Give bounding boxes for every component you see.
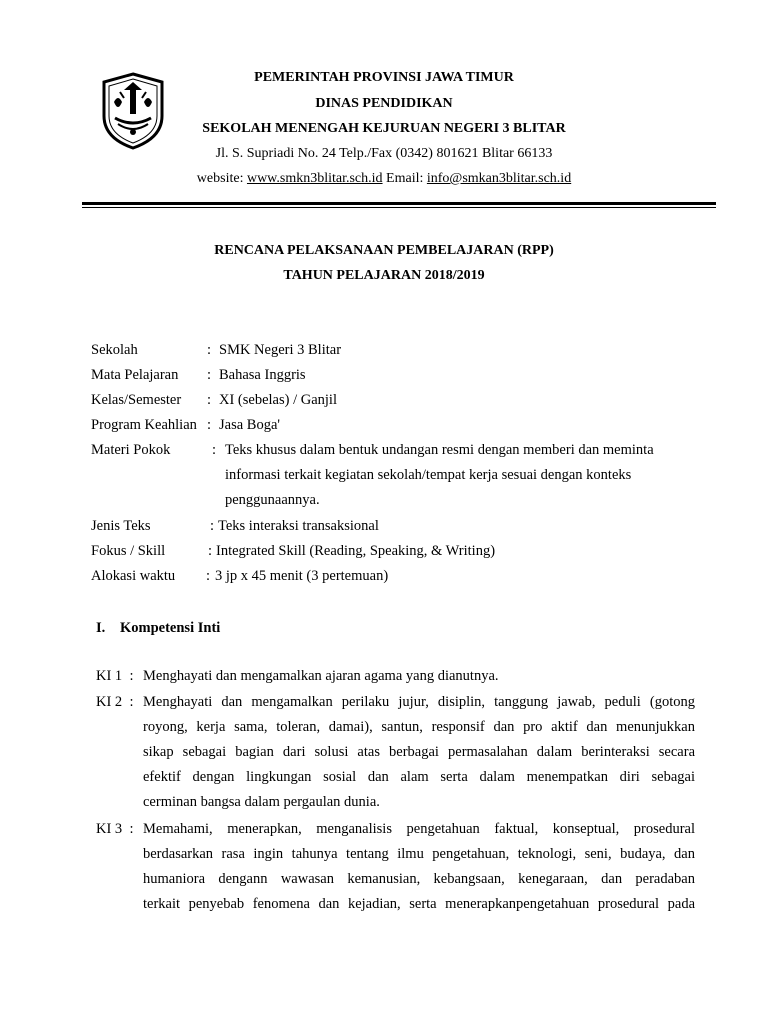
identity-value: Jasa Boga': [219, 417, 281, 433]
identity-label: Jenis Teks: [91, 518, 151, 534]
ki-label: KI 3 :: [96, 821, 134, 837]
identity-label: Kelas/Semester: [91, 392, 182, 408]
identity-sep: :: [212, 442, 217, 458]
letterhead-government: PEMERINTAH PROVINSI JAWA TIMUR: [254, 70, 514, 85]
identity-sep: :: [207, 417, 212, 433]
letterhead-school: SEKOLAH MENENGAH KEJURUAN NEGERI 3 BLITAR: [202, 121, 566, 136]
ki-text-line: sikap sebagai bagian dari solusi atas berbagai permasalahan dalam berinteraksi secara: [143, 744, 695, 760]
letterhead-divider-thick: [82, 202, 716, 205]
identity-label: Materi Pokok: [91, 442, 171, 458]
ki-label: KI 2 :: [96, 694, 134, 710]
identity-label: Alokasi waktu: [91, 568, 176, 584]
letterhead-address: Jl. S. Supriadi No. 24 Telp./Fax (0342) 801621 Blitar 66133: [215, 146, 553, 161]
identity-value: Teks interaksi transaksional: [218, 518, 379, 534]
identity-sep: :: [207, 342, 212, 358]
ki-text-line: berdasarkan rasa ingin tahunya tentang ilmu pengetahuan, teknologi, seni, budaya, dan: [143, 846, 695, 862]
ki-label: KI 1 :: [96, 668, 134, 684]
identity-value: Bahasa Inggris: [219, 367, 306, 383]
ki-text-line: terkait penyebab fenomena dan kejadian, serta menerapkanpengetahuan prosedural pada: [143, 896, 695, 912]
section-title: Kompetensi Inti: [120, 620, 221, 636]
identity-label: Mata Pelajaran: [91, 367, 179, 383]
identity-value-continued: informasi terkait kegiatan sekolah/tempat kerja sesuai dengan konteks: [225, 467, 632, 483]
website-label: website:: [196, 171, 247, 186]
identity-value-continued: penggunaannya.: [225, 492, 320, 508]
letterhead-divider-thin: [82, 207, 716, 208]
ki-text-line: Menghayati dan mengamalkan perilaku jujur, disiplin, tanggung jawab, peduli (gotong: [143, 694, 695, 710]
ki-text-line: cerminan bangsa dalam pergaulan dunia.: [143, 794, 380, 810]
identity-value: SMK Negeri 3 Blitar: [219, 342, 342, 358]
identity-label: Fokus / Skill: [91, 543, 166, 559]
website-link[interactable]: www.smkn3blitar.sch.id: [246, 171, 383, 186]
letterhead-agency: DINAS PENDIDIKAN: [315, 96, 453, 111]
ki-text-line: Memahami, menerapkan, menganalisis pengetahuan faktual, konseptual, prosedural: [143, 821, 695, 837]
identity-sep: :: [206, 568, 211, 584]
document-year: TAHUN PELAJARAN 2018/2019: [283, 268, 485, 283]
email-label: Email:: [382, 171, 427, 186]
ki-text-line: efektif dengan lingkungan sosial dan alam serta dalam menempatkan diri sebagai: [143, 769, 695, 785]
letterhead-contact: [0, 171, 768, 187]
identity-value: 3 jp x 45 menit (3 pertemuan): [215, 568, 389, 584]
section-heading: [96, 619, 220, 637]
email-link[interactable]: info@smkan3blitar.sch.id: [426, 171, 572, 186]
identity-sep: :: [210, 518, 215, 534]
identity-sep: :: [207, 392, 212, 408]
identity-label: Program Keahlian: [91, 417, 197, 433]
ki-text-line: royong, kerja sama, toleran, damai), santun, responsif dan pro aktif dan menunjukkan: [143, 719, 695, 735]
ki-text-line: Menghayati dan mengamalkan ajaran agama yang dianutnya.: [143, 668, 499, 684]
document-title: RENCANA PELAKSANAAN PEMBELAJARAN (RPP): [214, 243, 554, 258]
section-number: I.: [96, 620, 106, 636]
identity-value: Teks khusus dalam bentuk undangan resmi dengan memberi dan meminta: [225, 442, 654, 458]
identity-value: XI (sebelas) / Ganjil: [219, 392, 337, 408]
identity-label: Sekolah: [91, 342, 138, 358]
ki-text-line: humaniora dengann wawasan kemanusian, kebangsaan, kenegaraan, dan peradaban: [143, 871, 695, 887]
identity-sep: :: [208, 543, 213, 559]
identity-value: Integrated Skill (Reading, Speaking, & Writing): [216, 543, 496, 559]
identity-sep: :: [207, 367, 212, 383]
